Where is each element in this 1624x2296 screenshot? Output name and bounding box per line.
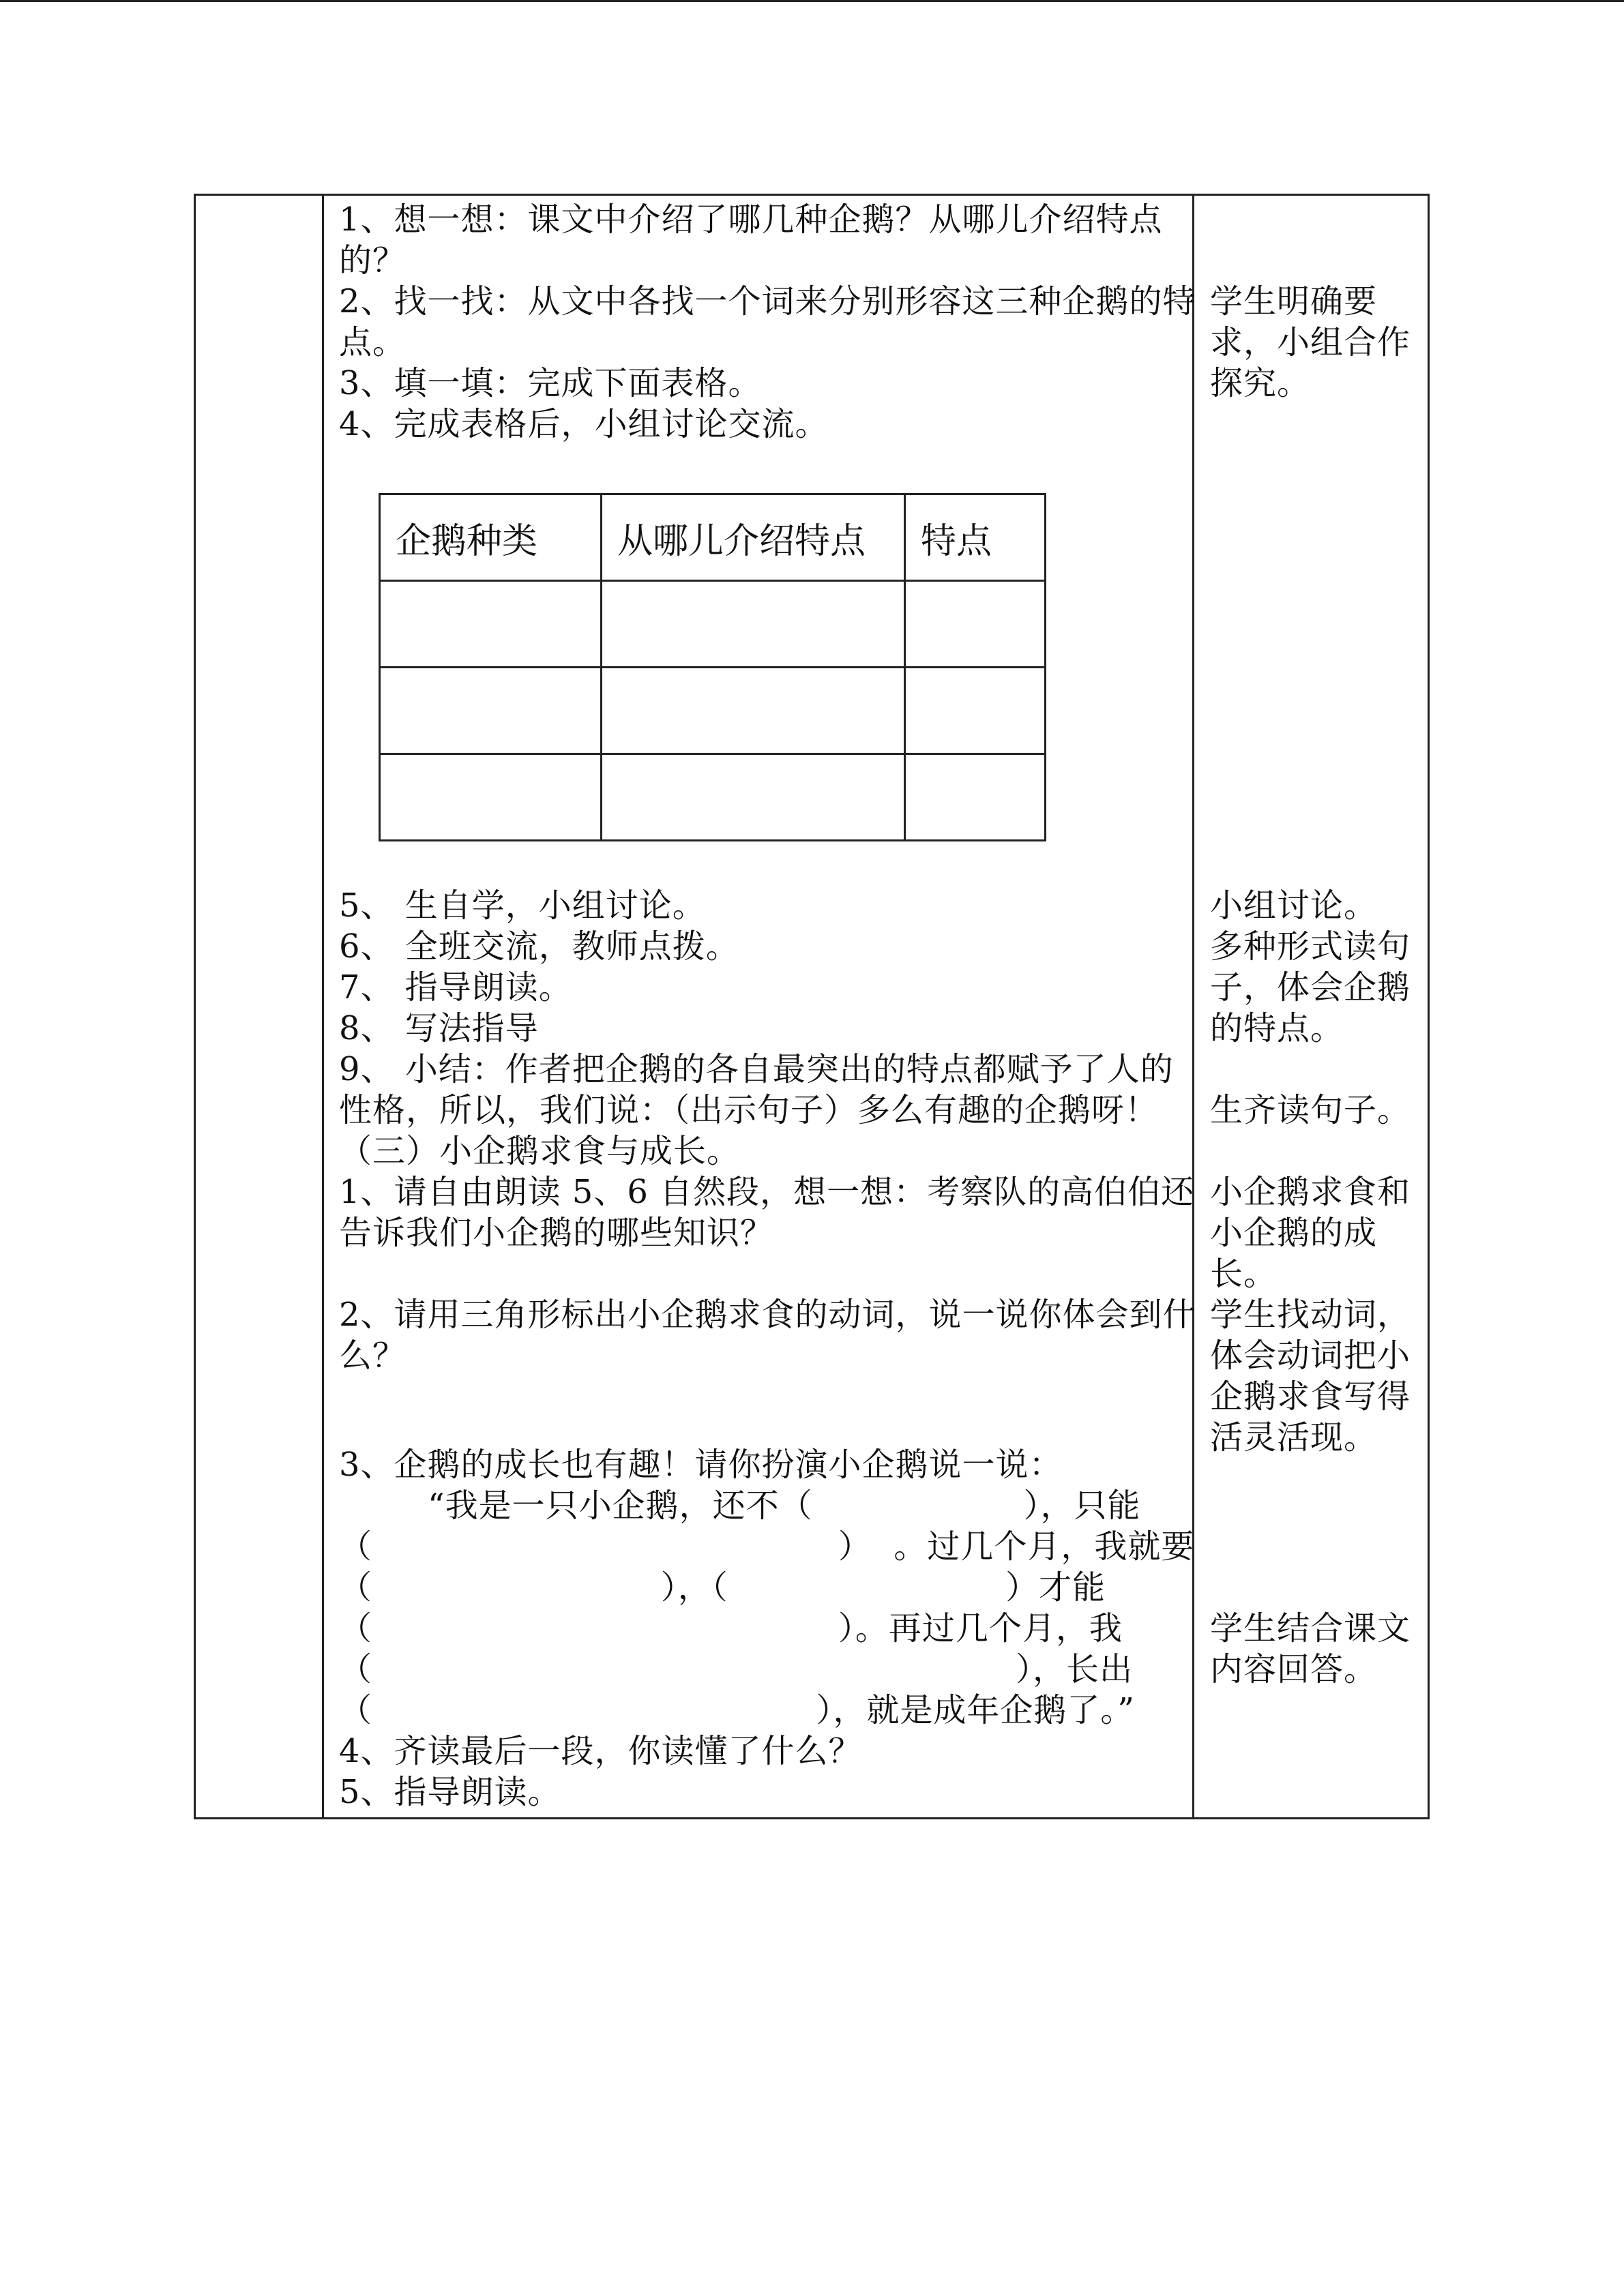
table-cell[interactable] — [380, 754, 602, 841]
process-line: （ ）。再过几个月，我 — [339, 1609, 1123, 1648]
process-line: 1、想一想：课文中介绍了哪几种企鹅？从哪儿介绍特点 — [339, 200, 1163, 239]
page-top-rule — [0, 0, 1624, 2]
activity-line: 企鹅求食写得 — [1210, 1377, 1411, 1416]
process-line: 2、请用三角形标出小企鹅求食的动词，说一说你体会到什 — [339, 1296, 1196, 1334]
process-line: 3、企鹅的成长也有趣！请你扮演小企鹅说一说： — [339, 1446, 1063, 1484]
activity-line: 学生结合课文 — [1210, 1609, 1411, 1648]
table-cell[interactable] — [602, 668, 905, 754]
table-cell[interactable] — [602, 754, 905, 841]
table-cell[interactable] — [380, 581, 602, 668]
table-cell[interactable] — [905, 668, 1046, 754]
activity-line: 小企鹅的成 — [1210, 1214, 1378, 1252]
activity-line: 探究。 — [1210, 364, 1311, 402]
process-line: 点。 — [339, 323, 407, 361]
activity-line: 小企鹅求食和 — [1210, 1173, 1411, 1211]
table-cell[interactable] — [602, 581, 905, 668]
activity-line: 多种形式读句 — [1210, 927, 1411, 966]
header-where-introduced: 从哪儿介绍特点 — [602, 494, 905, 581]
process-line: 7、 指导朗读。 — [339, 968, 572, 1007]
process-line: 2、找一找：从文中各找一个词来分别形容这三种企鹅的特 — [339, 282, 1196, 320]
activity-line: 活灵活现。 — [1210, 1418, 1378, 1457]
activity-line: 求，小组合作 — [1210, 323, 1411, 361]
activity-line: 子，体会企鹅 — [1210, 968, 1411, 1007]
process-line: 1、请自由朗读 5、6 自然段，想一想：考察队的高伯伯还 — [339, 1173, 1195, 1211]
header-features: 特点 — [905, 494, 1046, 581]
process-line: （ ），长出 — [339, 1650, 1133, 1688]
process-line: 4、完成表格后，小组讨论交流。 — [339, 405, 829, 443]
process-line: “我是一只小企鹅，还不（ ），只能 — [339, 1487, 1141, 1525]
process-line: 8、 写法指导 — [339, 1009, 539, 1047]
process-line: （ ），（ ）才能 — [339, 1568, 1106, 1607]
process-line: 3、填一填：完成下面表格。 — [339, 364, 762, 402]
process-line: 5、指导朗读。 — [339, 1773, 561, 1811]
table-cell[interactable] — [905, 581, 1046, 668]
column-divider-left — [322, 194, 324, 1819]
process-line: 么？ — [339, 1337, 407, 1375]
activity-line: 学生找动词， — [1210, 1296, 1411, 1334]
activity-line: 内容回答。 — [1210, 1650, 1378, 1688]
table-header-row — [380, 494, 1046, 581]
process-line: 5、 生自学，小组讨论。 — [339, 886, 706, 925]
process-line: 4、齐读最后一段，你读懂了什么？ — [339, 1732, 862, 1770]
activity-line: 小组讨论。 — [1210, 886, 1378, 925]
process-line: 告诉我们小企鹅的哪些知识？ — [339, 1214, 774, 1252]
activity-line: 体会动词把小 — [1210, 1337, 1411, 1375]
activity-line: 的特点。 — [1210, 1009, 1344, 1047]
process-line: 9、 小结：作者把企鹅的各自最突出的特点都赋予了人的 — [339, 1050, 1174, 1088]
penguin-features-table — [379, 493, 1046, 841]
header-penguin-type: 企鹅种类 — [380, 494, 602, 581]
process-line: 6、 全班交流，教师点拨。 — [339, 927, 739, 966]
activity-line: 生齐读句子。 — [1210, 1091, 1411, 1129]
activity-line: 长。 — [1210, 1255, 1278, 1293]
process-line: 的？ — [339, 241, 407, 280]
process-line: （三）小企鹅求食与成长。 — [339, 1132, 741, 1170]
table-cell[interactable] — [380, 668, 602, 754]
table-row — [380, 581, 1046, 668]
table-row — [380, 754, 1046, 841]
process-line: 性格，所以，我们说：（出示句子）多么有趣的企鹅呀！ — [339, 1091, 1159, 1129]
column-divider-right — [1192, 194, 1194, 1819]
table-row — [380, 668, 1046, 754]
lesson-plan-table — [194, 194, 1430, 1819]
process-line: （ ） 。过几个月，我就要 — [339, 1527, 1195, 1566]
process-line: （ ），就是成年企鹅了。” — [339, 1691, 1135, 1729]
activity-line: 学生明确要 — [1210, 282, 1378, 320]
table-cell[interactable] — [905, 754, 1046, 841]
